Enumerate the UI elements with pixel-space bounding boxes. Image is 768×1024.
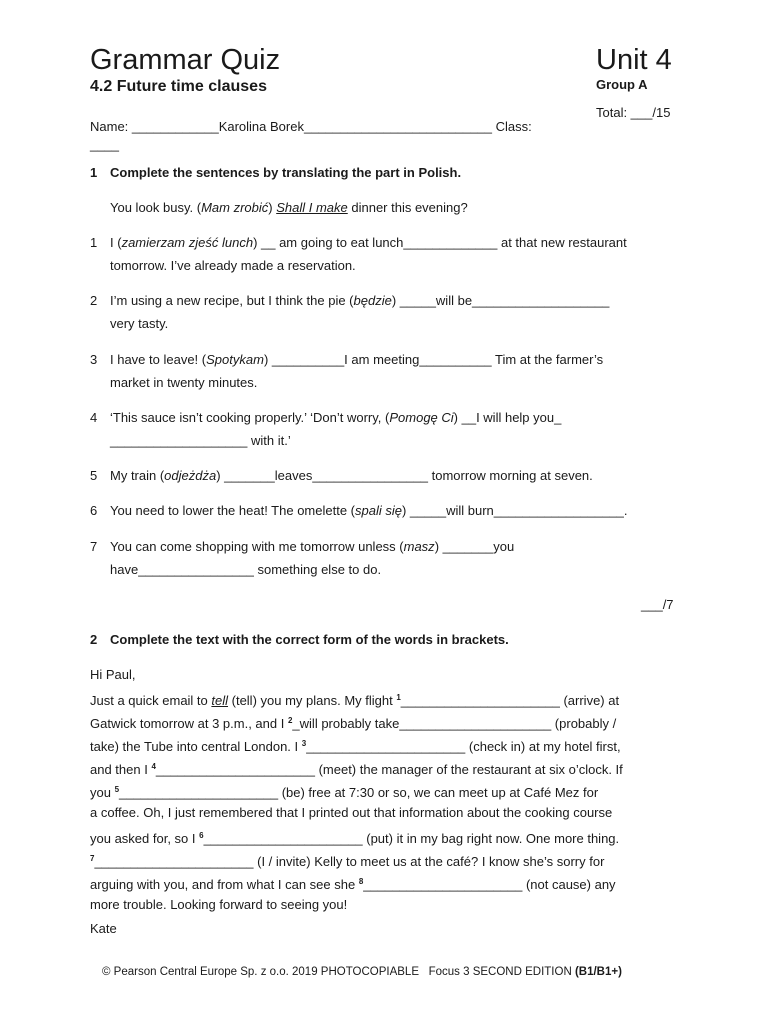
class-label: Class: — [495, 119, 532, 134]
example-polish: Mam zrobić — [201, 200, 269, 215]
sentence-text: ) __I will help you_ — [453, 410, 562, 425]
email-text: take) the Tube into central London. I — [90, 739, 302, 754]
email-text: Gatwick tomorrow at 3 p.m., and I — [90, 716, 288, 731]
exercise-2-instruction: Complete the text with the correct form of the words in brackets. — [110, 632, 509, 647]
footer-copyright: © Pearson Central Europe Sp. z o.o. 2019 PHOTOCOPIABLE — [102, 966, 420, 978]
email-text: ______________________ (I / invite) Kelly to meet us at the café? I know she’s sorry for — [94, 854, 605, 869]
email-line — [90, 851, 604, 870]
name-line — [90, 119, 532, 135]
email-text: you asked for, so I — [90, 831, 200, 846]
total-score: Total: ___/15 — [596, 105, 671, 120]
item-sentence-continued: market in twenty minutes. — [110, 375, 258, 390]
example-post: dinner this evening? — [347, 200, 468, 215]
email-text: and then I — [90, 762, 152, 777]
gap-number: 8 — [358, 877, 364, 886]
sentence-text: ) _______you — [434, 539, 515, 554]
footer-course: Focus 3 SECOND EDITION — [428, 966, 572, 978]
email-text: arguing with you, and from what I can see she — [90, 877, 359, 892]
email-text: ______________________ (check in) at my hotel first, — [306, 739, 621, 754]
sentence-text: ) _____will burn__________________. — [401, 503, 628, 518]
sentence-text: ) __________I am meeting__________ Tim at the farmer’s — [263, 352, 604, 367]
unit-label: Unit 4 — [596, 44, 672, 76]
item-number: 7 — [90, 539, 98, 554]
email-text: more trouble. Looking forward to seeing you! — [90, 897, 348, 912]
item-sentence — [110, 293, 609, 309]
exercise-1-number: 1 — [90, 165, 98, 180]
group-label: Group A — [596, 77, 648, 92]
polish-prompt: będzie — [353, 293, 392, 308]
sentence-text: My train ( — [110, 468, 165, 483]
example-mid: ) — [268, 200, 277, 215]
polish-prompt: zamierzam zjeść lunch — [121, 235, 254, 250]
name-label: Name: — [90, 119, 129, 134]
item-number: 1 — [90, 235, 98, 250]
item-sentence — [110, 352, 603, 368]
item-number: 3 — [90, 352, 98, 367]
section-subtitle: 4.2 Future time clauses — [90, 78, 267, 95]
sentence-text: ) __ am going to eat lunch_____________ at that new restaurant — [253, 235, 627, 250]
email-text: ______________________ (not cause) any — [363, 877, 616, 892]
item-number: 5 — [90, 468, 98, 483]
example-pre: You look busy. ( — [110, 200, 202, 215]
email-signoff: Kate — [90, 921, 117, 936]
item-sentence — [110, 410, 561, 426]
item-sentence — [110, 235, 627, 251]
email-text: (tell) you my plans. My flight — [228, 693, 397, 708]
item-number: 2 — [90, 293, 98, 308]
sentence-text: You need to lower the heat! The omelette ( — [110, 503, 356, 518]
polish-prompt: Spotykam — [206, 352, 264, 367]
email-line — [90, 897, 347, 913]
email-line — [90, 805, 612, 821]
item-sentence-continued: tomorrow. I’ve already made a reservation. — [110, 258, 356, 273]
name-blank-after: __________________________ — [303, 119, 492, 134]
student-name: Karolina Borek — [218, 119, 304, 134]
footer-level: (B1/B1+) — [574, 966, 622, 978]
item-sentence — [110, 539, 514, 555]
polish-prompt: odjeżdża — [164, 468, 217, 483]
email-line — [90, 874, 616, 893]
item-sentence-continued: ___________________ with it.’ — [110, 433, 291, 448]
sentence-text: ) _____will be___________________ — [391, 293, 610, 308]
exercise-1-instruction: Complete the sentences by translating the part in Polish. — [110, 165, 462, 180]
email-text: ______________________ (arrive) at — [400, 693, 620, 708]
name-blank-before: ____________ — [131, 119, 219, 134]
email-text: _will probably take_____________________ (probably / — [292, 716, 617, 731]
gap-number: 3 — [301, 739, 307, 748]
polish-prompt: Pomogę Ci — [389, 410, 454, 425]
email-line — [90, 782, 598, 801]
email-text: Just a quick email to — [90, 693, 212, 708]
sentence-text: I ( — [110, 235, 122, 250]
email-text: ______________________ (put) it in my bag right now. One more thing. — [203, 831, 620, 846]
example-answer: tell — [211, 693, 229, 708]
item-sentence — [110, 468, 593, 484]
gap-number: 2 — [287, 716, 293, 725]
email-line — [90, 713, 616, 732]
gap-number: 1 — [396, 693, 401, 702]
item-sentence-continued: have________________ something else to do. — [110, 562, 382, 577]
quiz-title: Grammar Quiz — [90, 44, 281, 76]
email-text: ______________________ (be) free at 7:30 or so, we can meet up at Café Mez for — [119, 785, 599, 800]
gap-number: 5 — [114, 785, 120, 794]
item-sentence — [110, 503, 628, 519]
footer — [102, 965, 622, 979]
email-line — [90, 690, 619, 709]
email-text: a coffee. Oh, I just remembered that I printed out that information about the cooking course — [90, 805, 613, 820]
sentence-text: You can come shopping with me tomorrow unless ( — [110, 539, 404, 554]
item-sentence-continued: very tasty. — [110, 316, 169, 331]
example-answer: Shall I make — [276, 200, 348, 215]
exercise-2-number: 2 — [90, 632, 98, 647]
sentence-text: I’m using a new recipe, but I think the pie ( — [110, 293, 354, 308]
email-line — [90, 736, 621, 755]
gap-number: 7 — [90, 854, 95, 863]
email-line — [90, 759, 623, 778]
class-blank: ____ — [90, 137, 119, 152]
email-text: ______________________ (meet) the manager of the restaurant at six o’clock. If — [155, 762, 623, 777]
polish-prompt: spali się — [355, 503, 402, 518]
exercise-1-example — [110, 200, 468, 216]
gap-number: 6 — [199, 831, 204, 840]
item-number: 6 — [90, 503, 98, 518]
gap-number: 4 — [151, 762, 156, 771]
exercise-1-score: ___/7 — [641, 597, 674, 612]
sentence-text: I have to leave! ( — [110, 352, 207, 367]
email-greeting: Hi Paul, — [90, 667, 136, 682]
sentence-text: ‘This sauce isn’t cooking properly.’ ‘Don’t worry, ( — [110, 410, 390, 425]
polish-prompt: masz — [403, 539, 435, 554]
email-line — [90, 828, 619, 847]
sentence-text: ) _______leaves________________ tomorrow morning at seven. — [216, 468, 593, 483]
email-text: you — [90, 785, 115, 800]
item-number: 4 — [90, 410, 98, 425]
